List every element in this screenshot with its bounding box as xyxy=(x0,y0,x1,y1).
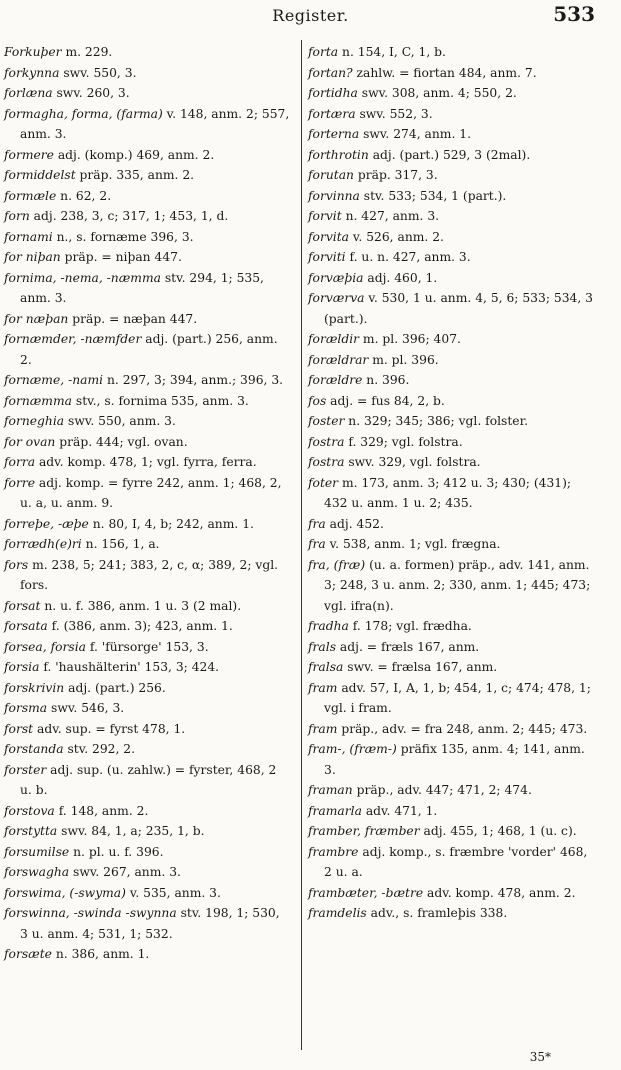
page-number: 533 xyxy=(553,2,595,26)
index-entry xyxy=(308,534,594,555)
entry-references: (u. a. formen) präp., adv. 141, anm. 3; 248, 3 u. anm. 2; 330, anm. 1; 445; 473; vgl. ifra(n). xyxy=(324,557,591,613)
index-entry xyxy=(308,42,594,63)
entry-headword: forældrar xyxy=(308,352,369,367)
index-entry xyxy=(308,452,594,473)
entry-headword: fra xyxy=(308,516,326,531)
index-entry xyxy=(308,432,594,453)
entry-references: v. 148, anm. 2; 557, anm. 3. xyxy=(20,106,290,141)
entry-references: m. pl. 396; 407. xyxy=(359,332,461,346)
entry-headword: forrædh(e)ri xyxy=(4,537,82,551)
entry-headword: forneghia xyxy=(4,414,65,428)
entry-references: stv., s. fornima 535, anm. 3. xyxy=(71,393,249,408)
entry-references: präp. 335, anm. 2. xyxy=(75,168,195,182)
entry-references: adj. komp., s. fræmbre 'vorder' 468, 2 u. a. xyxy=(324,844,588,879)
index-entry xyxy=(308,186,594,207)
index-entry xyxy=(308,391,594,412)
index-entry xyxy=(4,596,290,617)
index-entry xyxy=(308,739,594,780)
index-entry xyxy=(4,473,290,514)
entry-references: v. 526, anm. 2. xyxy=(349,229,444,244)
entry-headword: forstytta xyxy=(4,824,58,838)
index-entry xyxy=(4,247,290,268)
entry-references: adj. = fræls 167, anm. xyxy=(336,639,480,654)
entry-references: m. 238, 5; 241; 383, 2, c, α; 389, 2; vgl. fors. xyxy=(20,557,279,592)
entry-references: adj. (part.) 256, anm. 2. xyxy=(20,332,278,367)
index-entry xyxy=(4,370,290,391)
entry-references: präp., adv. = fra 248, anm. 2; 445; 473. xyxy=(337,721,588,736)
entry-references: adj. sup. (u. zahlw.) = fyrster, 468, 2 u. b. xyxy=(20,762,277,797)
entry-references: n. 80, I, 4, b; 242, anm. 1. xyxy=(88,516,254,531)
entry-references: v. 538, anm. 1; vgl. frægna. xyxy=(325,537,501,551)
index-entry xyxy=(4,514,290,535)
entry-headword: forvit xyxy=(308,209,342,223)
entry-references: n. 62, 2. xyxy=(56,188,112,203)
entry-references: präfix 135, anm. 4; 141, anm. 3. xyxy=(324,742,585,777)
index-entry xyxy=(4,944,290,965)
index-entry xyxy=(308,329,594,350)
entry-headword: forster xyxy=(4,762,47,777)
index-entry xyxy=(308,678,594,719)
page-header xyxy=(0,0,621,34)
entry-references: adv. 471, 1. xyxy=(361,803,438,818)
index-entry xyxy=(308,883,594,904)
entry-headword: forstanda xyxy=(4,742,64,756)
entry-references: f. 'fürsorge' 153, 3. xyxy=(85,639,209,654)
entry-headword: forre xyxy=(4,475,35,490)
entry-headword: frambæter, -bætre xyxy=(308,885,424,900)
entry-references: n. 329; 345; 386; vgl. folster. xyxy=(344,414,529,428)
entry-headword: framarla xyxy=(308,803,362,818)
index-entry xyxy=(4,104,290,145)
index-entry xyxy=(4,329,290,370)
entry-references: swv. 274, anm. 1. xyxy=(359,127,471,141)
index-entry xyxy=(4,391,290,412)
index-entry xyxy=(308,780,594,801)
entry-references: zahlw. = fiortan 484, anm. 7. xyxy=(352,65,537,80)
entry-headword: forvæþia xyxy=(308,270,364,285)
index-entry xyxy=(308,842,594,883)
index-entry xyxy=(308,411,594,432)
entry-references: swv. 260, 3. xyxy=(52,86,130,100)
index-entry xyxy=(4,698,290,719)
entry-headword: framan xyxy=(308,783,353,797)
entry-headword: forswagha xyxy=(4,865,70,879)
entry-references: m. 229. xyxy=(61,45,113,59)
entry-headword: forsia xyxy=(4,660,40,674)
entry-references: stv. 198, 1; 530, 3 u. anm. 4; 531, 1; 532. xyxy=(20,906,280,941)
entry-headword: Forkuþer xyxy=(4,45,62,59)
entry-headword: forvita xyxy=(308,229,349,244)
entry-references: adj. = fus 84, 2, b. xyxy=(326,393,445,408)
entry-references: v. 530, 1 u. anm. 4, 5, 6; 533; 534, 3 (part.). xyxy=(324,291,593,326)
index-entry xyxy=(308,288,594,329)
entry-references: m. 173, anm. 3; 412 u. 3; 430; (431); 432 u. anm. 1 u. 2; 435. xyxy=(324,475,572,510)
entry-headword: framdelis xyxy=(308,906,367,920)
entry-references: m. pl. 396. xyxy=(368,352,439,367)
entry-references: f. u. n. 427, anm. 3. xyxy=(345,250,471,264)
entry-references: präp. 444; vgl. ovan. xyxy=(55,434,188,449)
index-entry xyxy=(4,903,290,944)
entry-references: präp., adv. 447; 471, 2; 474. xyxy=(352,783,532,797)
entry-headword: fors xyxy=(4,557,29,572)
index-entry xyxy=(4,534,290,555)
entry-headword: fortidha xyxy=(308,86,358,100)
index-entry xyxy=(4,862,290,883)
signature-mark: 35* xyxy=(529,1050,551,1064)
entry-headword: foter xyxy=(308,475,339,490)
entry-headword: formere xyxy=(4,147,54,162)
entry-headword: forst xyxy=(4,721,34,736)
index-entry xyxy=(4,145,290,166)
entry-headword: for niþan xyxy=(4,250,61,264)
entry-references: n. 386, anm. 1. xyxy=(51,947,150,961)
index-entry xyxy=(308,616,594,637)
index-entry xyxy=(4,268,290,309)
entry-headword: formiddelst xyxy=(4,168,76,182)
index-entry xyxy=(308,514,594,535)
entry-headword: forswima, (-swyma) xyxy=(4,885,126,900)
running-title: Register. xyxy=(272,6,349,25)
right-column xyxy=(308,42,594,924)
index-entry xyxy=(4,186,290,207)
entry-references: adj. 452. xyxy=(325,516,384,531)
entry-references: adv., s. framleþis 338. xyxy=(366,906,508,920)
entry-references: swv. 546, 3. xyxy=(47,701,125,715)
entry-headword: fostra xyxy=(308,434,345,449)
index-entry xyxy=(4,657,290,678)
index-entry xyxy=(308,145,594,166)
entry-references: n. 427, anm. 3. xyxy=(341,209,440,223)
entry-headword: fram xyxy=(308,680,338,695)
entry-headword: frals xyxy=(308,639,337,654)
entry-headword: forsumilse xyxy=(4,844,70,859)
entry-headword: forlæna xyxy=(4,86,53,100)
entry-headword: forskrivin xyxy=(4,680,65,695)
index-entry xyxy=(4,678,290,699)
entry-headword: forsæte xyxy=(4,947,52,961)
entry-headword: fos xyxy=(308,393,327,408)
entry-references: präp. 317, 3. xyxy=(353,168,438,182)
entry-references: adj. 455, 1; 468, 1 (u. c). xyxy=(419,824,577,838)
entry-references: adv. komp. 478, anm. 2. xyxy=(423,885,576,900)
entry-headword: forsea, forsia xyxy=(4,639,86,654)
index-entry xyxy=(308,124,594,145)
index-entry xyxy=(4,555,290,596)
entry-references: adj. 460, 1. xyxy=(363,270,438,285)
index-entry xyxy=(308,637,594,658)
entry-headword: fortæra xyxy=(308,106,356,121)
entry-headword: forstova xyxy=(4,803,55,818)
entry-references: adv. komp. 478, 1; vgl. fyrra, ferra. xyxy=(35,455,257,469)
index-entry xyxy=(308,821,594,842)
entry-references: adj. 238, 3, c; 317, 1; 453, 1, d. xyxy=(29,209,229,223)
entry-references: n. 297, 3; 394, anm.; 396, 3. xyxy=(103,373,284,387)
entry-headword: fornæmma xyxy=(4,393,72,408)
entry-headword: forkynna xyxy=(4,65,60,80)
entry-headword: forswinna, -swinda -swynna xyxy=(4,906,177,920)
index-entry xyxy=(4,821,290,842)
index-entry xyxy=(308,657,594,678)
entry-headword: forn xyxy=(4,209,30,223)
index-entry xyxy=(4,616,290,637)
entry-references: f. 178; vgl. frædha. xyxy=(348,619,472,633)
index-entry xyxy=(308,206,594,227)
entry-references: n. 154, I, C, 1, b. xyxy=(338,45,446,59)
index-entry xyxy=(4,883,290,904)
entry-headword: forviti xyxy=(308,250,346,264)
entry-headword: fornami xyxy=(4,229,53,244)
index-entry xyxy=(4,842,290,863)
index-entry xyxy=(4,227,290,248)
entry-headword: fornæmder, -næmfder xyxy=(4,332,142,346)
entry-references: n., s. fornæme 396, 3. xyxy=(52,229,194,244)
entry-headword: fralsa xyxy=(308,660,344,674)
index-entry xyxy=(308,83,594,104)
entry-headword: fra xyxy=(308,537,326,551)
entry-headword: fornima, -nema, -næmma xyxy=(4,270,161,285)
entry-headword: frambre xyxy=(308,844,359,859)
left-column xyxy=(4,42,290,965)
entry-references: n. 396. xyxy=(362,373,410,387)
index-entry xyxy=(4,801,290,822)
entry-references: präp. = niþan 447. xyxy=(60,250,182,264)
entry-references: swv. 267, anm. 3. xyxy=(69,865,181,879)
entry-headword: fradha xyxy=(308,619,349,633)
entry-references: f. 329; vgl. folstra. xyxy=(344,434,463,449)
entry-references: adj. komp. = fyrre 242, anm. 1; 468, 2, u. a, u. anm. 9. xyxy=(20,475,282,510)
entry-headword: forældir xyxy=(308,332,360,346)
index-entry xyxy=(4,739,290,760)
index-entry xyxy=(308,350,594,371)
entry-references: stv. 292, 2. xyxy=(63,742,136,756)
entry-headword: fortan? xyxy=(308,65,353,80)
entry-headword: forta xyxy=(308,45,339,59)
index-entry xyxy=(308,719,594,740)
entry-references: präp. = næþan 447. xyxy=(68,311,198,326)
index-entry xyxy=(4,719,290,740)
index-entry xyxy=(308,104,594,125)
index-entry xyxy=(4,83,290,104)
index-entry xyxy=(308,473,594,514)
entry-references: f. 'haushälterin' 153, 3; 424. xyxy=(39,660,220,674)
entry-references: swv. 550, anm. 3. xyxy=(64,414,176,428)
entry-references: f. (386, anm. 3); 423, anm. 1. xyxy=(47,619,233,633)
entry-references: swv. 552, 3. xyxy=(355,106,433,121)
entry-references: f. 148, anm. 2. xyxy=(54,803,149,818)
entry-headword: forvinna xyxy=(308,188,360,203)
entry-headword: forthrotin xyxy=(308,147,369,162)
index-entry xyxy=(308,268,594,289)
index-entry xyxy=(4,411,290,432)
index-entry xyxy=(4,63,290,84)
entry-headword: forældre xyxy=(308,373,363,387)
index-entry xyxy=(4,42,290,63)
entry-references: stv. 294, 1; 535, anm. 3. xyxy=(20,270,264,305)
entry-headword: for næþan xyxy=(4,311,69,326)
entry-references: adj. (part.) 256. xyxy=(64,680,166,695)
entry-references: adv. sup. = fyrst 478, 1. xyxy=(33,721,186,736)
entry-headword: forsma xyxy=(4,701,48,715)
index-entry xyxy=(4,432,290,453)
entry-headword: forreþe, -æþe xyxy=(4,516,89,531)
entry-headword: fram-, (fræm-) xyxy=(308,742,397,756)
entry-references: swv. 84, 1, a; 235, 1, b. xyxy=(57,824,205,838)
index-entry xyxy=(4,206,290,227)
entry-headword: fornæme, -nami xyxy=(4,373,104,387)
index-entry xyxy=(308,165,594,186)
entry-references: adv. 57, I, A, 1, b; 454, 1, c; 474; 478, 1; vgl. i fram. xyxy=(324,680,591,715)
entry-references: n. 156, 1, a. xyxy=(81,537,160,551)
entry-references: swv. 329, vgl. folstra. xyxy=(344,455,481,469)
index-entry xyxy=(4,452,290,473)
index-entry xyxy=(4,165,290,186)
entry-references: stv. 533; 534, 1 (part.). xyxy=(359,188,507,203)
entry-headword: for ovan xyxy=(4,434,56,449)
index-entry xyxy=(308,247,594,268)
index-entry xyxy=(308,555,594,617)
index-entry xyxy=(308,227,594,248)
entry-references: n. u. f. 386, anm. 1 u. 3 (2 mal). xyxy=(40,598,242,613)
index-entry xyxy=(4,760,290,801)
entry-headword: forværva xyxy=(308,291,365,305)
entry-headword: forra xyxy=(4,455,36,469)
entry-references: swv. 550, 3. xyxy=(59,65,137,80)
index-entry xyxy=(4,309,290,330)
entry-headword: foster xyxy=(308,414,345,428)
entry-references: adj. (part.) 529, 3 (2mal). xyxy=(368,147,531,162)
entry-headword: forsata xyxy=(4,619,48,633)
index-entry xyxy=(308,903,594,924)
entry-references: swv. = frælsa 167, anm. xyxy=(343,660,498,674)
entry-headword: forsat xyxy=(4,598,41,613)
entry-headword: framber, fræmber xyxy=(308,824,420,838)
entry-headword: fra, (fræ) xyxy=(308,557,366,572)
entry-headword: fram xyxy=(308,721,338,736)
index-entry xyxy=(308,63,594,84)
entry-references: swv. 308, anm. 4; 550, 2. xyxy=(357,86,517,100)
entry-headword: formæle xyxy=(4,188,57,203)
entry-headword: fostra xyxy=(308,455,345,469)
entry-references: v. 535, anm. 3. xyxy=(125,885,221,900)
entry-references: adj. (komp.) 469, anm. 2. xyxy=(53,147,215,162)
entry-references: n. pl. u. f. 396. xyxy=(69,844,164,859)
entry-headword: forterna xyxy=(308,127,360,141)
index-entry xyxy=(308,801,594,822)
entry-headword: formagha, forma, (farma) xyxy=(4,106,163,121)
column-divider xyxy=(301,40,302,1050)
index-entry xyxy=(4,637,290,658)
index-entry xyxy=(308,370,594,391)
entry-headword: forutan xyxy=(308,168,354,182)
